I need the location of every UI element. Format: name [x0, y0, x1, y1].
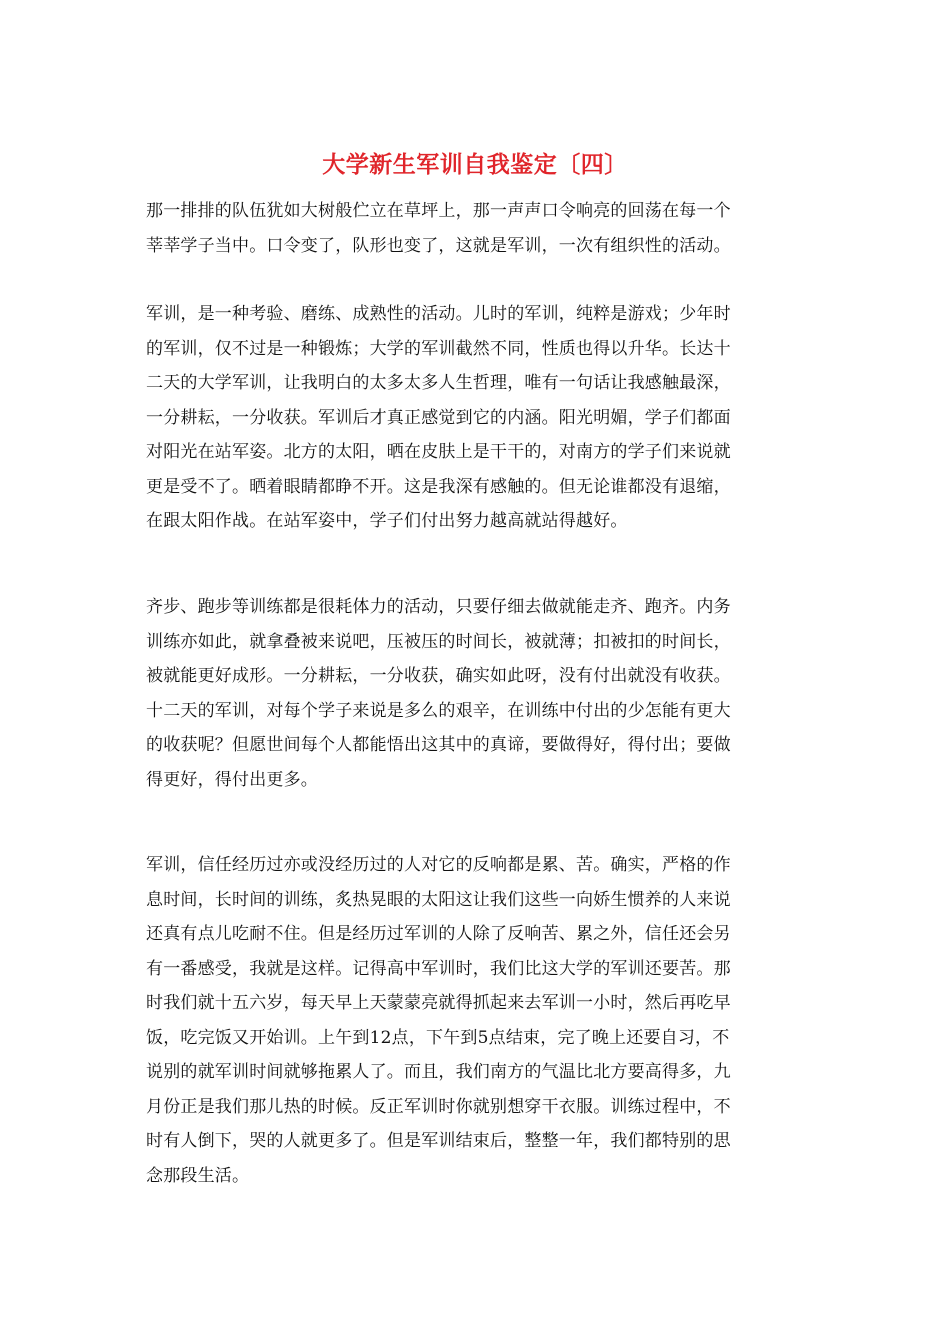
paragraph-line: 时我们就十五六岁，每天早上天蒙蒙亮就得抓起来去军训一小时，然后再吃早 [146, 993, 731, 1013]
paragraph-line: 莘莘学子当中。口令变了，队形也变了，这就是军训，一次有组织性的活动。 [146, 235, 731, 256]
paragraph-line: 一分耕耘，一分收获。军训后才真正感觉到它的内涵。阳光明媚，学子们都面 [146, 407, 731, 428]
paragraph-line: 月份正是我们那儿热的时候。反正军训时你就别想穿干衣服。训练过程中，不 [146, 1096, 731, 1117]
paragraph-line: 在跟太阳作战。在站军姿中，学子们付出努力越高就站得越好。 [146, 511, 628, 531]
paragraph-line: 对阳光在站军姿。北方的太阳，晒在皮肤上是干干的，对南方的学子们来说就 [146, 442, 731, 462]
paragraph-line: 被就能更好成形。一分耕耘，一分收获，确实如此呀，没有付出就没有收获。 [146, 666, 731, 686]
paragraph-line: 息时间，长时间的训练，炙热晃眼的太阳这让我们这些一向娇生惯养的人来说 [146, 889, 731, 910]
paragraph-line: 得更好，得付出更多。 [146, 769, 318, 790]
paragraph-line: 时有人倒下，哭的人就更多了。但是军训结束后，整整一年，我们都特别的思 [146, 1131, 731, 1151]
paragraph-2 [146, 297, 806, 539]
paragraph-line: 二天的大学军训，让我明白的太多太多人生哲理，唯有一句话让我感触最深， [146, 373, 731, 393]
paragraph-line: 军训，信任经历过亦或没经历过的人对它的反响都是累、苦。确实，严格的作 [146, 855, 731, 875]
paragraph-1 [146, 194, 806, 263]
paragraph-line: 饭，吃完饭又开始训。上午到12点，下午到5点结束，完了晚上还要自习，不 [146, 1027, 730, 1048]
paragraph-line: 还真有点儿吃耐不住。但是经历过军训的人除了反响苦、累之外，信任还会另 [146, 924, 731, 944]
paragraph-line: 说别的就军训时间就够拖累人了。而且，我们南方的气温比北方要高得多，九 [146, 1062, 731, 1082]
paragraph-line: 的军训，仅不过是一种锻炼；大学的军训截然不同，性质也得以升华。长达十 [146, 338, 731, 359]
paragraph-line: 十二天的军训，对每个学子来说是多么的艰辛，在训练中付出的少怎能有更大 [146, 700, 731, 721]
paragraph-line: 更是受不了。晒着眼睛都睁不开。这是我深有感触的。但无论谁都没有退缩， [146, 476, 731, 497]
paragraph-4 [146, 848, 806, 1193]
paragraph-line: 有一番感受，我就是这样。记得高中军训时，我们比这大学的军训还要苦。那 [146, 958, 731, 979]
paragraph-line: 那一排排的队伍犹如大树般伫立在草坪上，那一声声口令响亮的回荡在每一个 [146, 201, 731, 221]
paragraph-line: 训练亦如此，就拿叠被来说吧，压被压的时间长，被就薄；扣被扣的时间长， [146, 631, 731, 652]
document-title: 大学新生军训自我鉴定〔四〕 [322, 151, 628, 178]
paragraph-line: 军训，是一种考验、磨练、成熟性的活动。儿时的军训，纯粹是游戏；少年时 [146, 304, 731, 324]
paragraph-line: 的收获呢？但愿世间每个人都能悟出这其中的真谛，要做得好，得付出；要做 [146, 735, 731, 755]
paragraph-3 [146, 590, 806, 797]
paragraph-line: 齐步、跑步等训练都是很耗体力的活动，只要仔细去做就能走齐、跑齐。内务 [146, 597, 731, 617]
paragraph-line: 念那段生活。 [146, 1165, 250, 1186]
